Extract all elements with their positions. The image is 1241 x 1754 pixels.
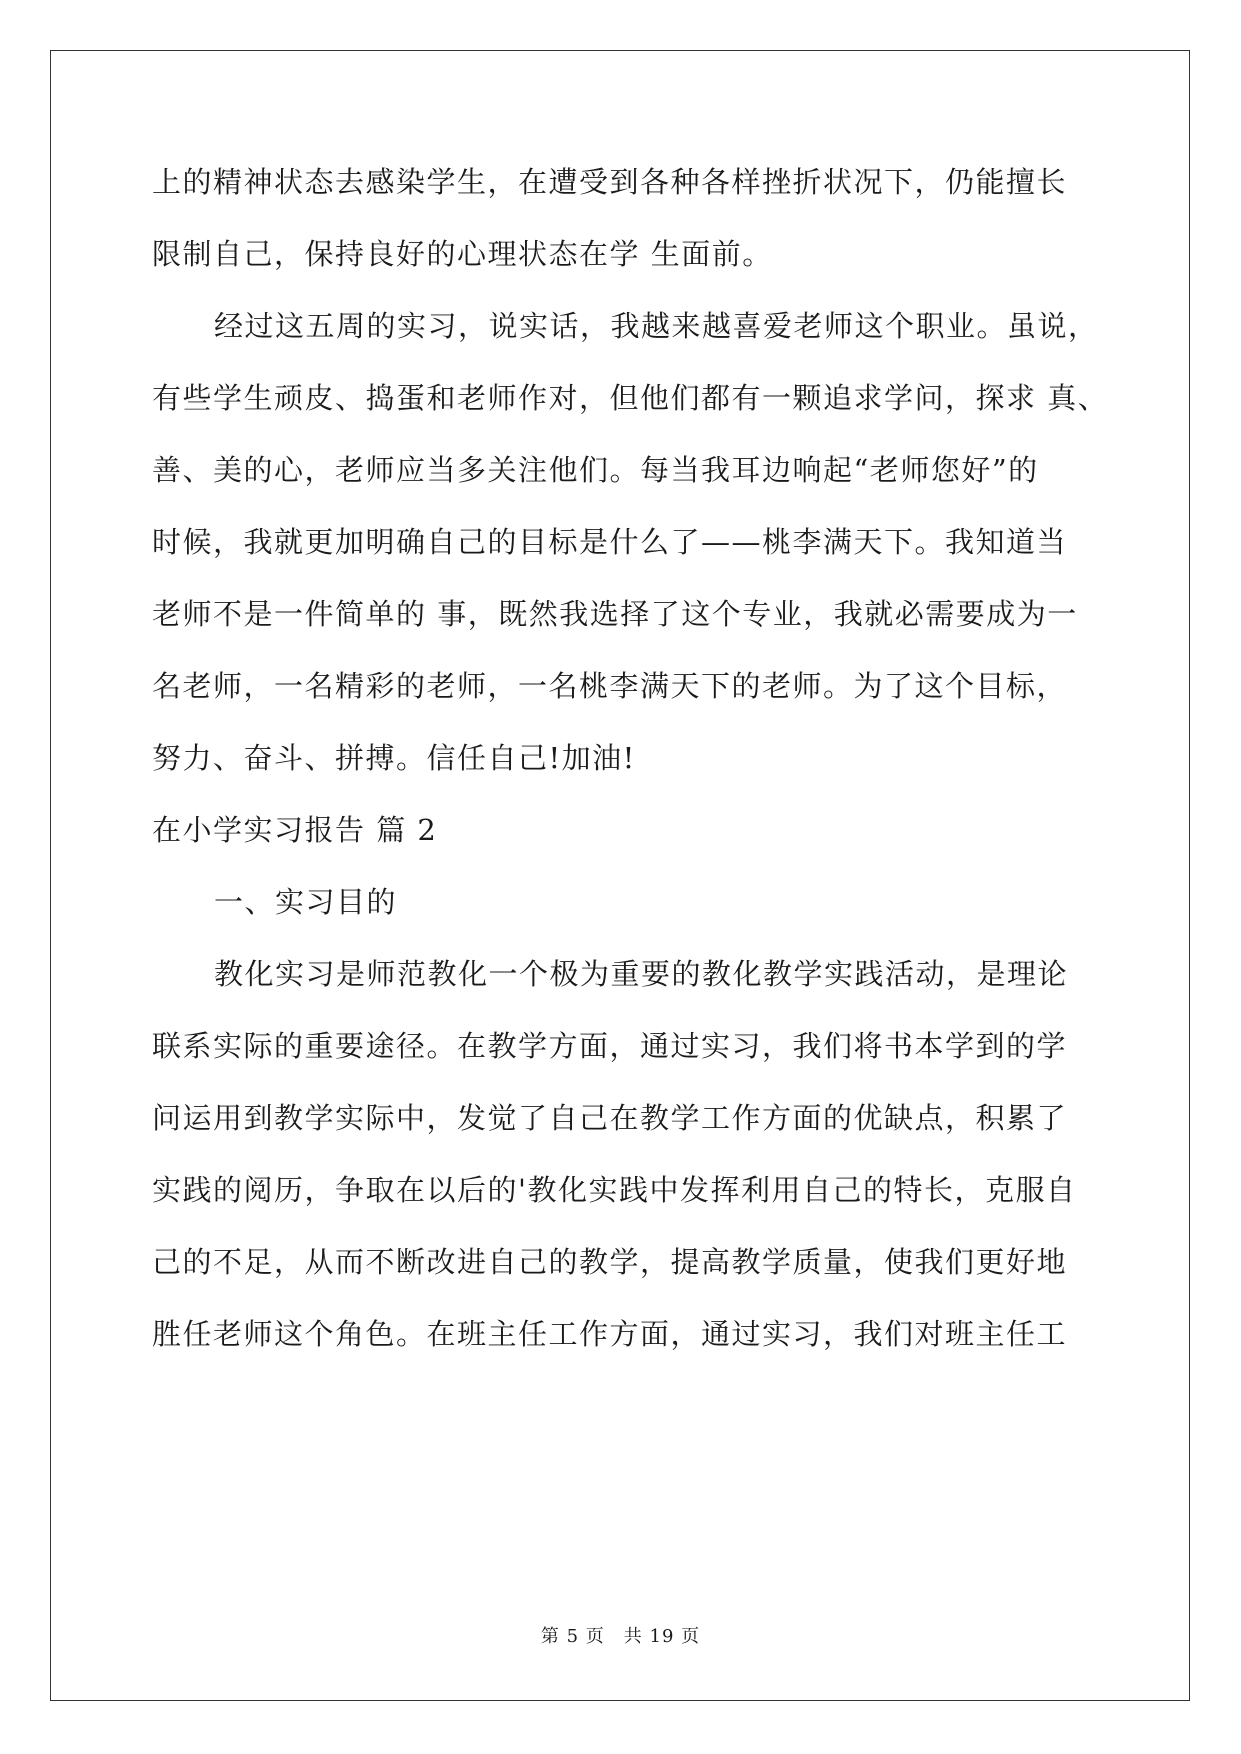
page-number: 第 5 页 共 19 页 bbox=[540, 1626, 701, 1647]
paragraph-line: 时候，我就更加明确自己的目标是什么了——桃李满天下。我知道当 bbox=[152, 525, 1068, 559]
paragraph-line: 胜任老师这个角色。在班主任工作方面，通过实习，我们对班主任工 bbox=[152, 1317, 1068, 1351]
section-title: 在小学实习报告 篇 2 bbox=[152, 813, 438, 847]
paragraph-line: 有些学生顽皮、捣蛋和老师作对，但他们都有一颗追求学问，探求 真、 bbox=[152, 381, 1109, 415]
paragraph-line: 善、美的心，老师应当多关注他们。每当我耳边响起“老师您好”的 bbox=[152, 453, 1039, 487]
paragraph-line: 名老师，一名精彩的老师，一名桃李满天下的老师。为了这个目标， bbox=[152, 669, 1068, 703]
paragraph-line: 实践的阅历，争取在以后的'教化实践中发挥利用自己的特长，克服自 bbox=[152, 1173, 1077, 1207]
paragraph-line: 努力、奋斗、拼搏。信任自己!加油! bbox=[152, 741, 636, 775]
paragraph-line: 老师不是一件简单的 事，既然我选择了这个专业，我就必需要成为一 bbox=[152, 597, 1078, 631]
paragraph-line: 问运用到教学实际中，发觉了自己在教学工作方面的优缺点，积累了 bbox=[152, 1101, 1068, 1135]
paragraph-line: 经过这五周的实习，说实话，我越来越喜爱老师这个职业。虽说， bbox=[214, 309, 1099, 343]
paragraph-line: 限制自己，保持良好的心理状态在学 生面前。 bbox=[152, 237, 773, 271]
paragraph-line: 教化实习是师范教化一个极为重要的教化教学实践活动，是理论 bbox=[214, 957, 1069, 991]
paragraph-line: 己的不足，从而不断改进自己的教学，提高教学质量，使我们更好地 bbox=[152, 1245, 1068, 1279]
paragraph-line: 上的精神状态去感染学生，在遭受到各种各样挫折状况下，仍能擅长 bbox=[152, 165, 1068, 199]
paragraph-line: 联系实际的重要途径。在教学方面，通过实习，我们将书本学到的学 bbox=[152, 1029, 1068, 1063]
page-border bbox=[50, 50, 1190, 1701]
subheading: 一、实习目的 bbox=[214, 885, 398, 919]
